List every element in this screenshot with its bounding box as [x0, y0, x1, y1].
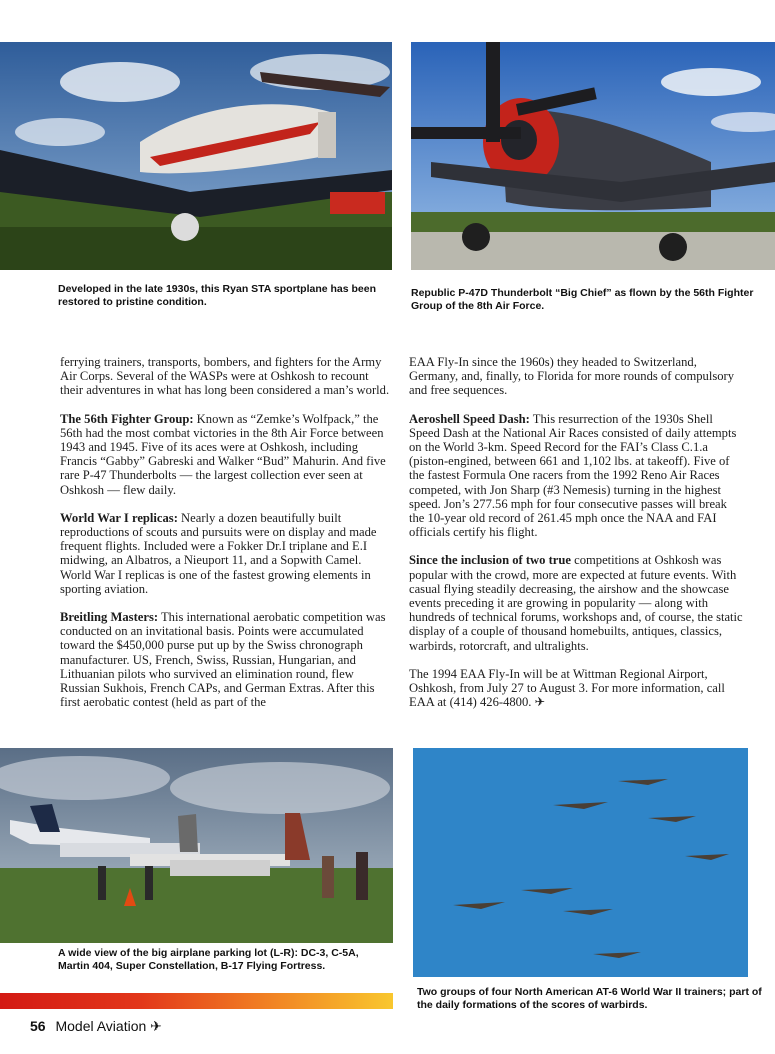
decorative-color-bar [0, 993, 393, 1009]
p47-caption: Republic P-47D Thunderbolt “Big Chief” as flown by the 56th Fighter Group of the 8th Air Force. [411, 287, 754, 312]
airplane-icon: ✈ [150, 1018, 162, 1034]
p47-image [411, 42, 775, 270]
magazine-name: Model Aviation [55, 1018, 147, 1034]
end-mark-icon: ✈ [534, 695, 546, 710]
paragraph-eaa-flyin: EAA Fly-In since the 1960s) they headed to Switzerland, Germany, and, finally, to Florida for more rounds of compulsory and free sequences. [409, 355, 735, 398]
paragraph-breitling-masters: Breitling Masters: This international aerobatic competition was conducted on an invitational basis. Points were accumulated toward the $450,000 purse put up by the Swiss chronograph manufacturer. US, French, Swiss, Russian, Hungarian, and Lithuanian pilots who survived an elimination round, flew Russian Sukhois, French CAPs, and German Extras. After this first aerobatic contest (held as part of the [60, 610, 386, 710]
heading-ww1-replicas: World War I replicas: [60, 510, 178, 525]
parking-lot-image [0, 748, 393, 943]
p47-photo [411, 42, 775, 270]
paragraph-competitions: Since the inclusion of two true competitions at Oshkosh was popular with the crowd, more are expected at future events. With casual flying steadily decreasing, the airshow and the showcase events preceding it are growing in popularity — along with hundreds of technical forums, workshops and, of course, the static display of a couple of thousand homebuilts, antiques, classics, warbirds, rotorcraft, and ultralights. [409, 553, 743, 653]
right-text-column [409, 355, 744, 723]
parking-lot-photo [0, 748, 393, 943]
ryan-sta-caption: Developed in the late 1930s, this Ryan STA sportplane has been restored to pristine condition. [58, 283, 377, 308]
page-number: 56 [30, 1018, 46, 1034]
paragraph-aeroshell-speed-dash: Aeroshell Speed Dash: This resurrection of the 1930s Shell Speed Dash at the National Air Races consisted of daily attempts on the World 3-km. Speed Record for the FAI’s Class C.1.a (piston-engined, between 661 and 1,102 lbs. at takeoff). Five of the fastest Formula One racers from the 1992 Reno Air Races competed, with Jon Sharp (#3 Nemesis) turning in the highest speed. Jon’s 277.56 mph for four consecutive passes will break the 10-year old record of 261.45 mph once the NAA and FAI officials certify his flight. [409, 411, 737, 540]
paragraph-ww1-replicas: World War I replicas: Nearly a dozen beautifully built reproductions of scouts and pursuits were on display and made frequent flights. Included were a Fokker Dr.I triplane and E.I midwing, an Albatros, a Nieuport 11, and a Sopwith Camel. World War I replicas is one of the fastest growing elements in sporting aviation. [60, 510, 377, 596]
heading-competitions: Since the inclusion of two true [409, 553, 571, 568]
formation-caption: Two groups of four North American AT-6 World War II trainers; part of the daily formations of the scores of warbirds. [417, 986, 762, 1011]
formation-photo [413, 748, 748, 977]
heading-breitling-masters: Breitling Masters: [60, 610, 159, 625]
parking-lot-caption: A wide view of the big airplane parking lot (L-R): DC-3, C-5A, Martin 404, Super Constellation, B-17 Flying Fortress. [58, 947, 359, 972]
paragraph-1994-flyin: The 1994 EAA Fly-In will be at Wittman Regional Airport, Oshkosh, from July 27 to August 3. For more information, call EAA at (414) 426-4800. ✈ [409, 666, 725, 710]
paragraph-wasps: ferrying trainers, transports, bombers, and fighters for the Army Air Corps. Several of the WASPs were at Oshkosh to recount their adventures in what has long been considered a man’s world. [60, 355, 390, 398]
paragraph-56th-fighter-group: The 56th Fighter Group: Known as “Zemke’s Wolfpack,” the 56th had the most combat victories in the 8th Air Force between 1943 and 1945. Five of its aces were at Oshkosh, including Francis “Gabby” Gabreski and Walker “Bud” Mahurin. And five rare P-47 Thunderbolts — the largest collection ever seen at Oshkosh — flew daily. [60, 411, 386, 497]
ryan-sta-image [0, 42, 392, 270]
heading-aeroshell-speed-dash: Aeroshell Speed Dash: [409, 411, 530, 426]
left-text-column [60, 355, 394, 723]
page-footer [30, 1018, 162, 1035]
formation-image [413, 748, 748, 977]
ryan-sta-photo [0, 42, 392, 270]
heading-56th-fighter-group: The 56th Fighter Group: [60, 411, 194, 426]
